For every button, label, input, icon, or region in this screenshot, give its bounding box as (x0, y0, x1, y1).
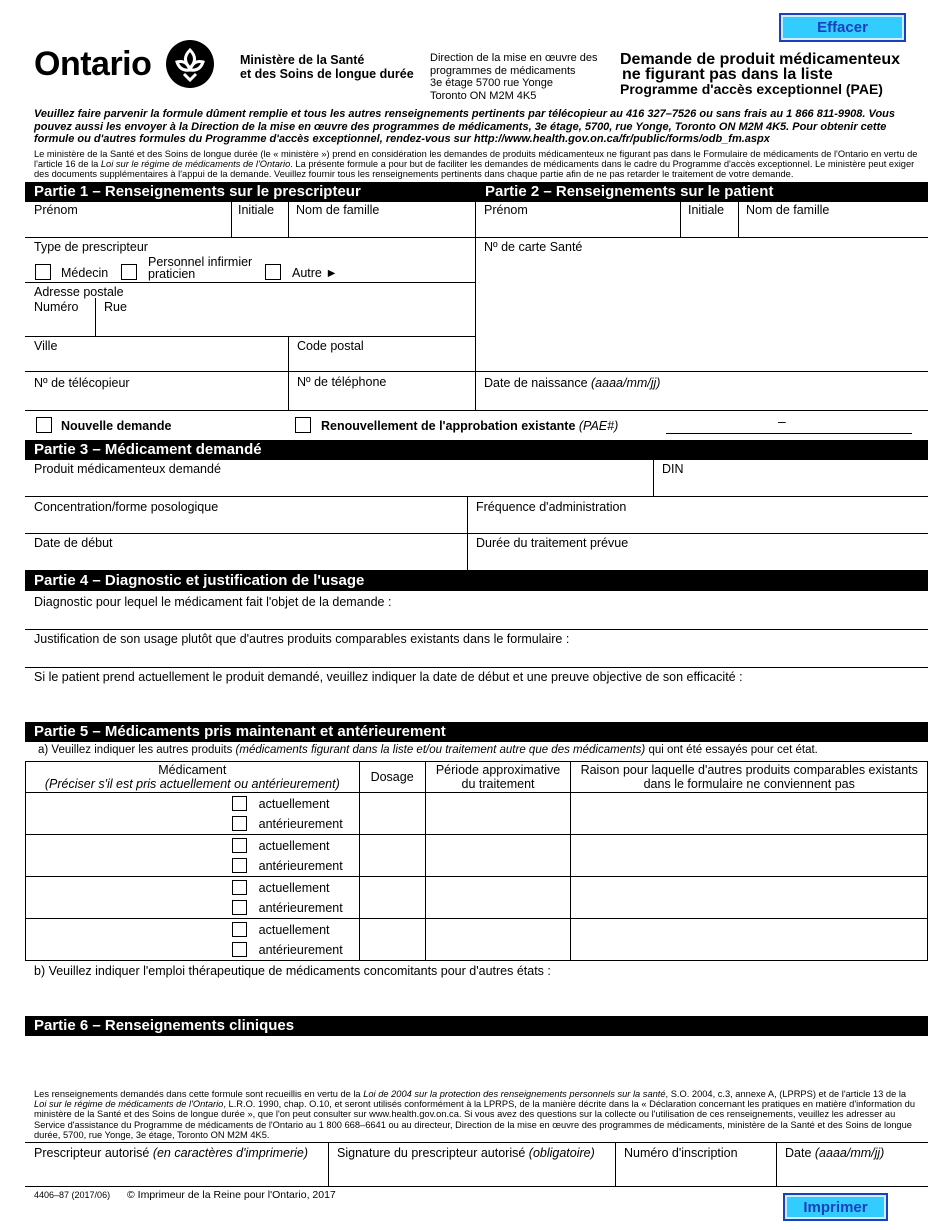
column-medication: Médicament (Préciser s'il est pris actuellement ou antérieurement) (26, 762, 360, 793)
renewal-checkbox[interactable] (295, 417, 311, 433)
nurse-practitioner-checkbox[interactable] (121, 264, 137, 280)
other-type-label: Autre ► (292, 266, 338, 280)
part6-header: Partie 6 – Renseignements cliniques (25, 1016, 928, 1036)
diagnosis-label: Diagnostic pour lequel le médicament fait l'objet de la demande : (34, 595, 392, 609)
prescriber-last-name-label: Nom de famille (296, 203, 380, 217)
submission-instructions: Veuillez faire parvenir la formule dûment remplie et tous les autres renseignements pertinents par télécopieur au 416 327–7526 ou sans frais au 1 866 811-9908. Vous pouvez aussi les envoyer à la Direction de la mise en œuvre des programmes de médicaments, 3e étage, 5700, rue Yonge, Toronto ON M2M 4K5. Pour obtenir cette formule ou d'autres formules du Programme d'accès exceptionnel, rendez-vous sur http://www.health.gov.on.ca/fr/public/forms/odb_fm.aspx (34, 108, 896, 146)
ontario-logo-text: Ontario (34, 45, 152, 83)
table-row: actuellement antérieurement (26, 919, 928, 961)
current-checkbox[interactable] (232, 838, 247, 853)
prescriber-signature-label: Signature du prescripteur autorisé (obligatoire) (337, 1146, 595, 1160)
din-label: DIN (662, 462, 684, 476)
start-date-label: Date de début (34, 536, 113, 550)
requested-drug-label: Produit médicamenteux demandé (34, 462, 221, 476)
current-checkbox[interactable] (232, 922, 247, 937)
doctor-label: Médecin (61, 266, 109, 280)
period-cell[interactable] (425, 877, 571, 919)
current-checkbox[interactable] (232, 796, 247, 811)
dosage-cell[interactable] (359, 877, 425, 919)
form-number: 4406–87 (2017/06) (34, 1190, 111, 1200)
column-period: Période approximative du traitement (425, 762, 571, 793)
part5-instruction-a: a) Veuillez indiquer les autres produits (médicaments figurant dans la liste et/ou traitement autre que des médicaments) qui ont été essayés pour cet état. (38, 744, 818, 756)
fax-label: Nº de télécopieur (34, 376, 130, 390)
phone-label: Nº de téléphone (297, 375, 387, 389)
patient-dob-label: Date de naissance (aaaa/mm/jj) (484, 376, 661, 390)
reason-cell[interactable] (571, 877, 928, 919)
part5-instruction-b: b) Veuillez indiquer l'emploi thérapeutique de médicaments concomitants pour d'autres états : (34, 964, 551, 978)
column-reason: Raison pour laquelle d'autres produits comparables existants dans le formulaire ne conviennent pas (571, 762, 928, 793)
prescriber-first-name-label: Prénom (34, 203, 78, 217)
table-row: actuellement antérieurement (26, 793, 928, 835)
previous-checkbox[interactable] (232, 942, 247, 957)
prescriber-initial-label: Initiale (238, 203, 275, 217)
print-button[interactable]: Imprimer (783, 1193, 888, 1221)
privacy-notice: Les renseignements demandés dans cette formule sont recueillis en vertu de la Loi de 2004 sur la protection des renseignements personnels sur la santé, S.O. 2004, c.3, annexe A, (LPRPS) et de l'article 13 de la Loi sur le régime de médicaments de l'Ontario, L.R.O. 1990, chap. O.10, et seront utilisés conformément à la LPRPS, de la manière décrite dans la « Déclaration concernant les pratiques en matière d'information du ministère de la Santé et des Soins de longue durée », que l'on peut consulter sur www.health.gov.on.ca. Si vous avez des questions sur la collecte ou l'utilisation de ces renseignements, veuillez les adresser au Service d'assistance du Programme de médicaments de l'Ontario au 1 800 668–6641 ou au directeur, Direction de la mise en œuvre des programmes de médicaments, ministère de la Santé et des Soins de longue durée, 5700, rue Yonge, 3e étage, Toronto ON M2M 4K5. (34, 1089, 916, 1140)
street-number-label: Numéro (34, 300, 79, 314)
patient-last-name-label: Nom de famille (746, 203, 830, 217)
renewal-number-field[interactable] (666, 433, 912, 434)
prescriber-type-label: Type de prescripteur (34, 240, 148, 254)
postal-address-label: Adresse postale (34, 285, 124, 299)
reason-cell[interactable] (571, 835, 928, 877)
justification-label: Justification de son usage plutôt que d'autres produits comparables existants dans le formulaire : (34, 632, 570, 646)
strength-form-label: Concentration/forme posologique (34, 500, 219, 514)
frequency-label: Fréquence d'administration (476, 500, 627, 514)
ministry-notice: Le ministère de la Santé et des Soins de longue durée (le « ministère ») prend en considération les demandes de produits médicamenteux ne figurant pas dans le Formulaire de médicaments de l'Ontario en vertu de l'article 16 de la Loi sur le régime de médicaments de l'Ontario. La présente formule a pour but de faciliter les demandes de médicaments dans le cadre du Programme d'accès exceptionnel. Le ministère peut exiger des documents supplémentaires à l'appui de la demande. Veuillez fournir tous les renseignements pertinents dans chaque partie afin de ne pas retarder le traitement de votre demande. (34, 149, 918, 180)
form-title: Demande de produit médicamenteux ne figurant pas dans la liste Programme d'accès exceptionnel (PAE) (620, 51, 901, 97)
period-cell[interactable] (425, 835, 571, 877)
other-type-checkbox[interactable] (265, 264, 281, 280)
current-checkbox[interactable] (232, 880, 247, 895)
previous-checkbox[interactable] (232, 816, 247, 831)
reason-cell[interactable] (571, 919, 928, 961)
part1-header: Partie 1 – Renseignements sur le prescripteur (25, 182, 475, 202)
office-address: Direction de la mise en œuvre des programmes de médicaments 3e étage 5700 rue Yonge Toronto ON M2M 4K5 (430, 52, 598, 102)
copyright: © Imprimeur de la Reine pour l'Ontario, 2017 (127, 1189, 336, 1201)
city-label: Ville (34, 339, 58, 353)
patient-initial-label: Initiale (688, 203, 725, 217)
period-cell[interactable] (425, 793, 571, 835)
duration-label: Durée du traitement prévue (476, 536, 629, 550)
trillium-logo-icon (166, 40, 214, 88)
table-row: actuellement antérieurement (26, 877, 928, 919)
previous-checkbox[interactable] (232, 900, 247, 915)
registration-number-label: Numéro d'inscription (624, 1146, 738, 1160)
efficacy-label: Si le patient prend actuellement le produit demandé, veuillez indiquer la date de début et une preuve objective de son efficacité : (34, 670, 743, 684)
signature-date-label: Date (aaaa/mm/jj) (785, 1146, 885, 1160)
nurse-practitioner-label: Personnel infirmier praticien (148, 255, 253, 281)
renewal-number-dash: – (778, 413, 786, 429)
doctor-checkbox[interactable] (35, 264, 51, 280)
new-request-label: Nouvelle demande (61, 419, 172, 433)
part4-header: Partie 4 – Diagnostic et justification de l'usage (25, 571, 928, 591)
reason-cell[interactable] (571, 793, 928, 835)
postal-code-label: Code postal (297, 339, 364, 353)
health-card-label: Nº de carte Santé (484, 240, 583, 254)
clear-button[interactable]: Effacer (779, 13, 906, 42)
part5-header: Partie 5 – Médicaments pris maintenant et antérieurement (25, 722, 928, 742)
renewal-label: Renouvellement de l'approbation existante (PAE#) (321, 419, 619, 433)
part3-header: Partie 3 – Médicament demandé (25, 440, 928, 460)
period-cell[interactable] (425, 919, 571, 961)
table-row: actuellement antérieurement (26, 835, 928, 877)
dosage-cell[interactable] (359, 793, 425, 835)
dosage-cell[interactable] (359, 919, 425, 961)
previous-checkbox[interactable] (232, 858, 247, 873)
dosage-cell[interactable] (359, 835, 425, 877)
ministry-name: Ministère de la Santé et des Soins de longue durée (240, 53, 414, 81)
column-dosage: Dosage (359, 762, 425, 793)
patient-first-name-label: Prénom (484, 203, 528, 217)
new-request-checkbox[interactable] (36, 417, 52, 433)
street-label: Rue (104, 300, 127, 314)
medications-table (25, 761, 928, 961)
part2-header: Partie 2 – Renseignements sur le patient (476, 182, 928, 202)
authorized-prescriber-label: Prescripteur autorisé (en caractères d'imprimerie) (34, 1146, 309, 1160)
